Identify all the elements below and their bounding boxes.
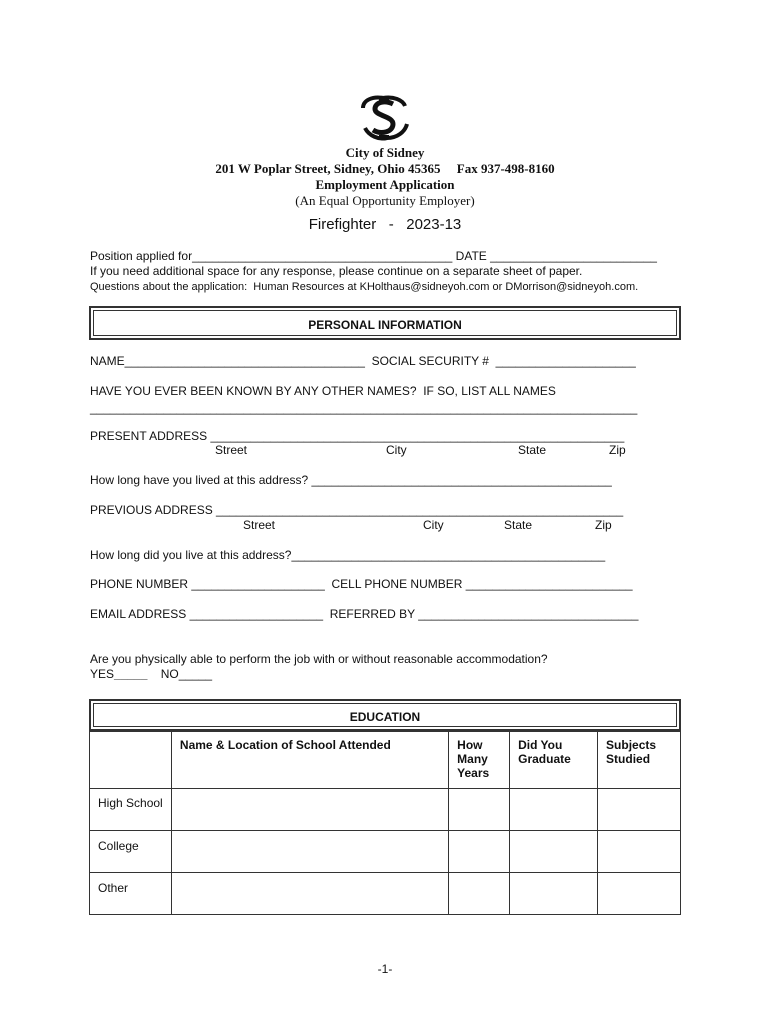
education-col-years: How Many Years (449, 732, 510, 789)
other-names-question: HAVE YOU EVER BEEN KNOWN BY ANY OTHER NAMES? IF SO, LIST ALL NAMES (90, 384, 556, 398)
education-col-graduate: Did You Graduate (510, 732, 598, 789)
previous-street-label: Street (243, 518, 276, 532)
education-row-label: High School (90, 789, 172, 831)
years-cell[interactable] (449, 831, 510, 873)
education-col-level (90, 732, 172, 789)
education-table (89, 731, 681, 915)
education-col-subjects: Subjects Studied (598, 732, 681, 789)
org-address: 201 W Poplar Street, Sidney, Ohio 45365 (215, 161, 441, 176)
equal-opportunity-note: (An Equal Opportunity Employer) (295, 193, 475, 208)
yes-blank[interactable]: _____ (114, 667, 148, 681)
education-row-label: Other (90, 873, 172, 915)
present-street-label: Street (215, 443, 248, 457)
years-cell[interactable] (449, 789, 510, 831)
personal-info-header (89, 306, 681, 340)
subjects-cell[interactable] (598, 789, 681, 831)
page-number: -1- (377, 962, 393, 976)
city-of-sidney-logo (359, 94, 411, 142)
no-field[interactable]: NO_____ (160, 667, 213, 681)
table-row (90, 789, 681, 831)
present-state-label: State (518, 443, 547, 457)
org-fax: Fax 937-498-8160 (456, 161, 555, 176)
education-title: EDUCATION (349, 710, 421, 724)
document-title: Employment Application (315, 177, 455, 192)
education-col-school: Name & Location of School Attended (171, 732, 448, 789)
education-header-row (90, 732, 681, 789)
education-row-label: College (90, 831, 172, 873)
physical-ability-answer (90, 667, 212, 681)
previous-zip-label: Zip (595, 518, 612, 532)
phone-cell-fields[interactable]: PHONE NUMBER ____________________ CELL PHONE NUMBER _________________________ (90, 577, 633, 591)
school-cell[interactable] (171, 873, 448, 915)
years-cell[interactable] (449, 873, 510, 915)
org-address-line (0, 161, 770, 177)
graduate-cell[interactable] (510, 873, 598, 915)
physical-ability-question: Are you physically able to perform the job with or without reasonable accommodation? (90, 652, 548, 666)
present-address-field[interactable]: PRESENT ADDRESS ______________________________________________________________ (90, 429, 625, 443)
previous-address-field[interactable]: PREVIOUS ADDRESS _____________________________________________________________ (90, 503, 624, 517)
present-city-label: City (386, 443, 407, 457)
position-title: Firefighter - 2023-13 (308, 216, 462, 233)
graduate-cell[interactable] (510, 831, 598, 873)
table-row (90, 831, 681, 873)
previous-state-label: State (504, 518, 533, 532)
additional-space-note: If you need additional space for any response, please continue on a separate sheet of paper. (90, 264, 583, 278)
previous-city-label: City (423, 518, 444, 532)
email-referred-fields[interactable]: EMAIL ADDRESS ____________________ REFERRED BY _________________________________ (90, 607, 639, 621)
questions-note: Questions about the application: Human Resources at KHolthaus@sidneyoh.com or DMorrison@sidneyoh.com. (90, 281, 639, 293)
subjects-cell[interactable] (598, 873, 681, 915)
school-cell[interactable] (171, 831, 448, 873)
name-ssn-fields[interactable]: NAME____________________________________ SOCIAL SECURITY # _____________________ (90, 354, 636, 368)
school-cell[interactable] (171, 789, 448, 831)
education-header (89, 699, 681, 731)
how-long-present-field[interactable]: How long have you lived at this address? _____________________________________________ (90, 473, 612, 487)
how-long-previous-field[interactable]: How long did you live at this address?_______________________________________________ (90, 548, 606, 562)
subjects-cell[interactable] (598, 831, 681, 873)
present-zip-label: Zip (609, 443, 626, 457)
position-applied-field[interactable]: Position applied for_______________________________________ DATE _________________________ (90, 249, 657, 263)
yes-label: YES (90, 667, 115, 681)
graduate-cell[interactable] (510, 789, 598, 831)
personal-info-title: PERSONAL INFORMATION (308, 318, 462, 332)
table-row (90, 873, 681, 915)
org-name: City of Sidney (345, 145, 425, 160)
other-names-field[interactable]: __________________________________________________________________________________ (90, 401, 638, 415)
